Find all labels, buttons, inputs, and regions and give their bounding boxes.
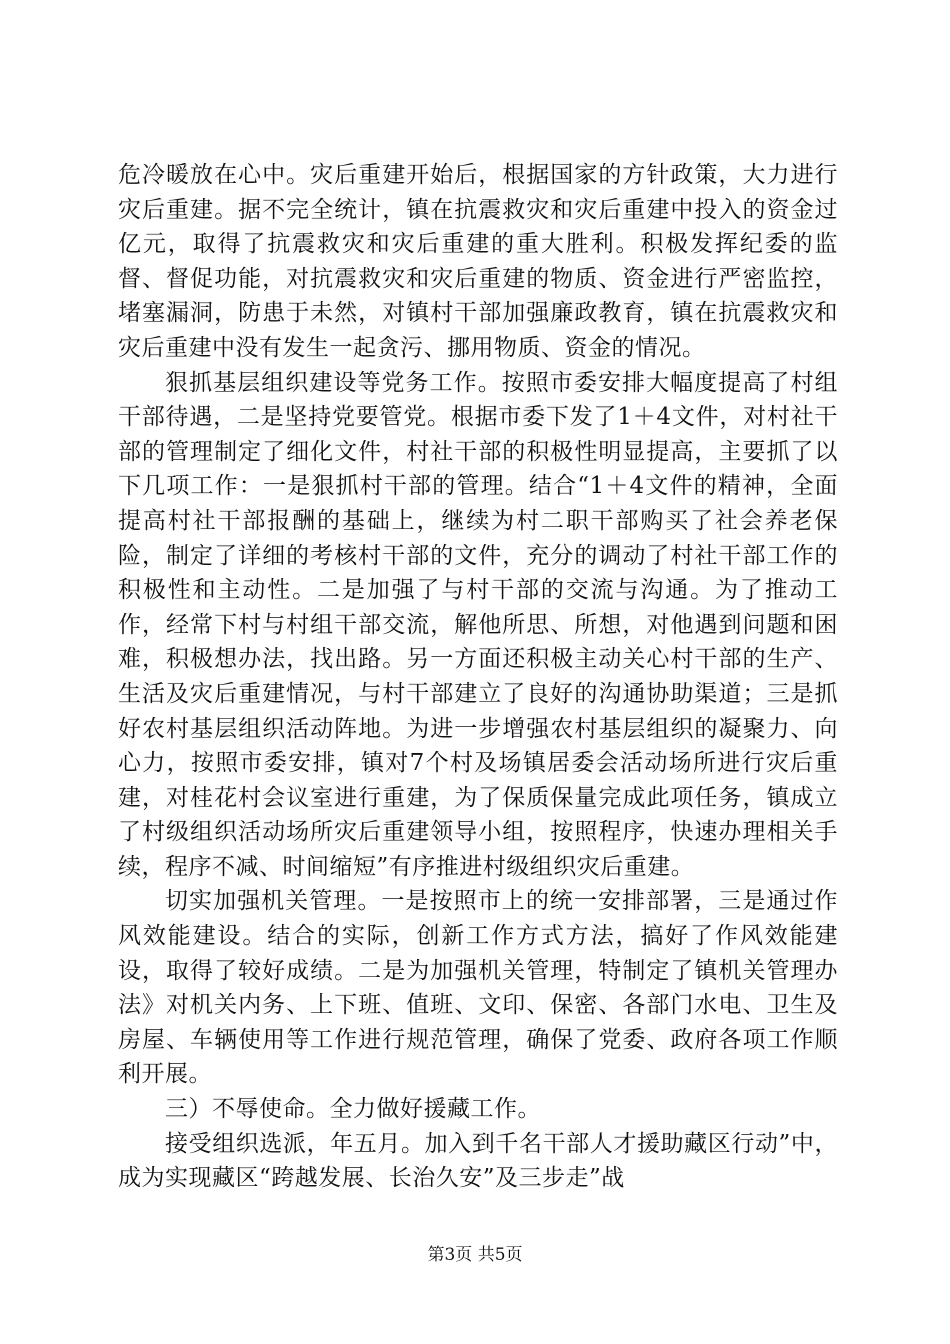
paragraph-disaster-reconstruction: 危冷暖放在心中。灾后重建开始后，根据国家的方针政策，大力进行灾后重建。据不完全统计，镇在抗震救灾和灾后重建中投入的资金过亿元，取得了抗震救灾和灾后重建的重大胜利。积极发挥纪委的监督、督促功能，对抗震救灾和灾后重建的物质、资金进行严密监控，堵塞漏洞，防患于未然，对镇村干部加强廉政教育，镇在抗震救灾和灾后重建中没有发生一起贪污、挪用物质、资金的情况。 (118, 162, 838, 361)
paragraph-party-building: 狠抓基层组织建设等党务工作。按照市委安排大幅度提高了村组干部待遇，二是坚持党要管党。根据市委下发了1＋4文件，对村社干部的管理制定了细化文件，村社干部的积极性明显提高，主要抓了以下几项工作：一是狠抓村干部的管理。结合“1＋4文件的精神，全面提高村社干部报酬的基础上，继续为村二职干部购买了社会养老保险，制定了详细的考核村干部的文件，充分的调动了村社干部工作的积极性和主动性。二是加强了与村干部的交流与沟通。为了推动工作，经常下村与村组干部交流，解他所思、所想，对他遇到问题和困难，积极想办法，找出路。另一方面还积极主动关心村干部的生产、生活及灾后重建情况，与村干部建立了良好的沟通协助渠道；三是抓好农村基层组织活动阵地。为进一步增强农村基层组织的凝聚力、向心力，按照市委安排，镇对7个村及场镇居委会活动场所进行灾后重建，对桂花村会议室进行重建，为了保质保量完成此项任务，镇成立了村级组织活动场所灾后重建领导小组，按照程序，快速办理相关手续，程序不减、时间缩短”有序推进村级组织灾后重建。 (118, 369, 838, 880)
paragraph-tibet-aid: 接受组织选派，年五月。加入到千名干部人才援助藏区行动”中，成为实现藏区“跨越发展、长治久安”及三步走”战 (118, 1130, 838, 1192)
paragraph-tibet-aid-heading: 三）不辱使命。全力做好援藏工作。 (165, 1096, 541, 1123)
paragraph-office-management: 切实加强机关管理。一是按照市上的统一安排部署，三是通过作风效能建设。结合的实际，创新工作方式方法，搞好了作风效能建设，取得了较好成绩。二是为加强机关管理，特制定了镇机关管理办法》对机关内务、上下班、值班、文印、保密、各部门水电、卫生及房屋、车辆使用等工作进行规范管理，确保了党委、政府各项工作顺利开展。 (118, 888, 838, 1088)
document-body (118, 158, 838, 1196)
page-number-footer: 第3页 共5页 (427, 1245, 523, 1265)
